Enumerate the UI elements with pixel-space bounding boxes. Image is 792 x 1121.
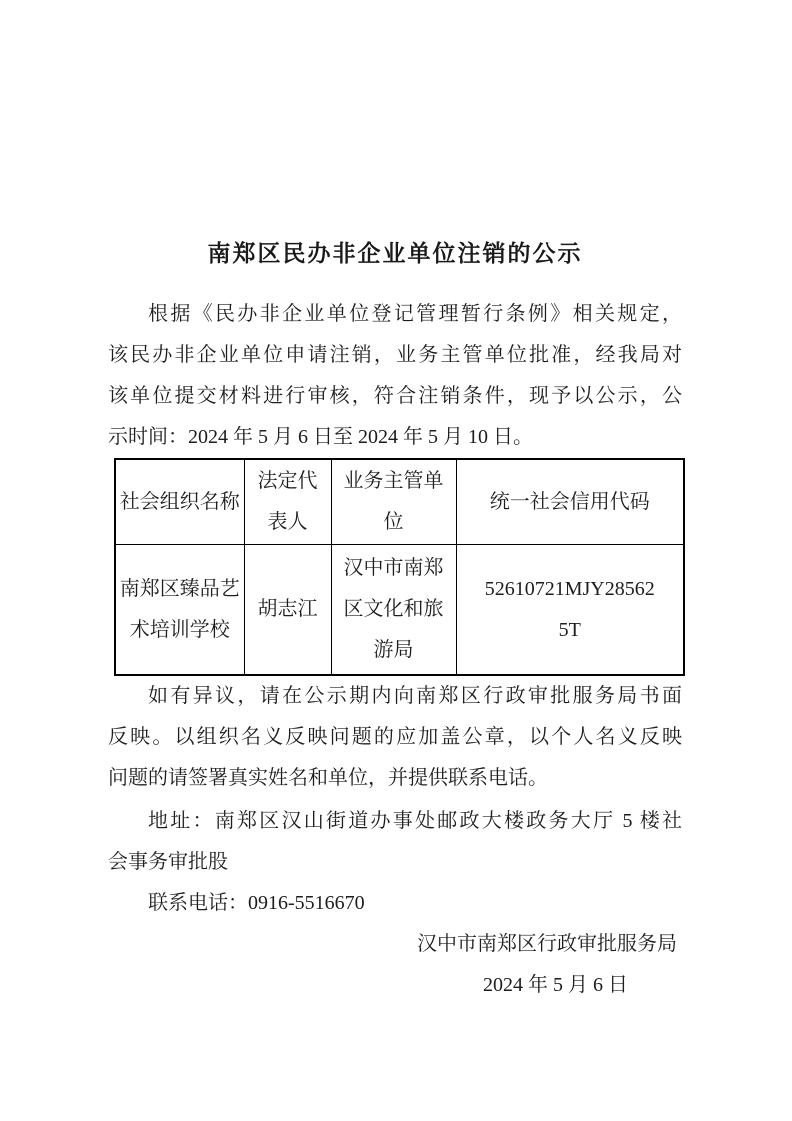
text-line: 问题的请签署真实姓名和单位，并提供联系电话。 bbox=[108, 767, 548, 789]
issuer-signature: 汉中市南郑区行政审批服务局 bbox=[417, 933, 677, 955]
paragraph-phone bbox=[108, 883, 682, 924]
cell-legal-rep: 胡志江 bbox=[244, 545, 331, 676]
cell-supervisor-unit: 汉中市南郑区文化和旅游局 bbox=[331, 545, 456, 676]
text-line-address: 会事务审批股 bbox=[108, 851, 228, 873]
cell-credit-code bbox=[456, 545, 684, 676]
text-line-publicity-period: 示时间：2024 年 5 月 6 日至 2024 年 5 月 10 日。 bbox=[108, 426, 533, 448]
text-line-address: 地址：南郑区汉山街道办事处邮政大楼政务大厅 5 楼社 bbox=[148, 810, 682, 832]
cell-org-name: 南郑区臻品艺术培训学校 bbox=[115, 545, 244, 676]
issue-date: 2024 年 5 月 6 日 bbox=[483, 974, 628, 996]
col-header-org-name: 社会组织名称 bbox=[115, 459, 244, 545]
paragraph-address bbox=[108, 801, 682, 883]
paragraph-objection bbox=[108, 676, 682, 799]
paragraph-basis bbox=[108, 294, 682, 458]
credit-code-value: 52610721MJY285625T bbox=[484, 577, 655, 641]
page-title: 南郑区民办非企业单位注销的公示 bbox=[207, 240, 583, 266]
table-header-row bbox=[115, 459, 684, 545]
text-line: 如有异议，请在公示期内向南郑区行政审批服务局书面 bbox=[148, 685, 682, 707]
text-line: 该民办非企业单位申请注销，业务主管单位批准，经我局对 bbox=[108, 344, 682, 366]
text-line: 根据《民办非企业单位登记管理暂行条例》相关规定， bbox=[148, 303, 682, 325]
col-header-credit-code: 统一社会信用代码 bbox=[456, 459, 684, 545]
col-header-supervisor-unit: 业务主管单位 bbox=[331, 459, 456, 545]
text-line: 反映。以组织名义反映问题的应加盖公章，以个人名义反映 bbox=[108, 726, 682, 748]
text-line-phone: 联系电话：0916-5516670 bbox=[148, 892, 365, 914]
table-row bbox=[115, 545, 684, 676]
text-line: 该单位提交材料进行审核，符合注销条件，现予以公示，公 bbox=[108, 385, 682, 407]
deregistration-table bbox=[114, 458, 685, 676]
col-header-legal-rep: 法定代表人 bbox=[244, 459, 331, 545]
